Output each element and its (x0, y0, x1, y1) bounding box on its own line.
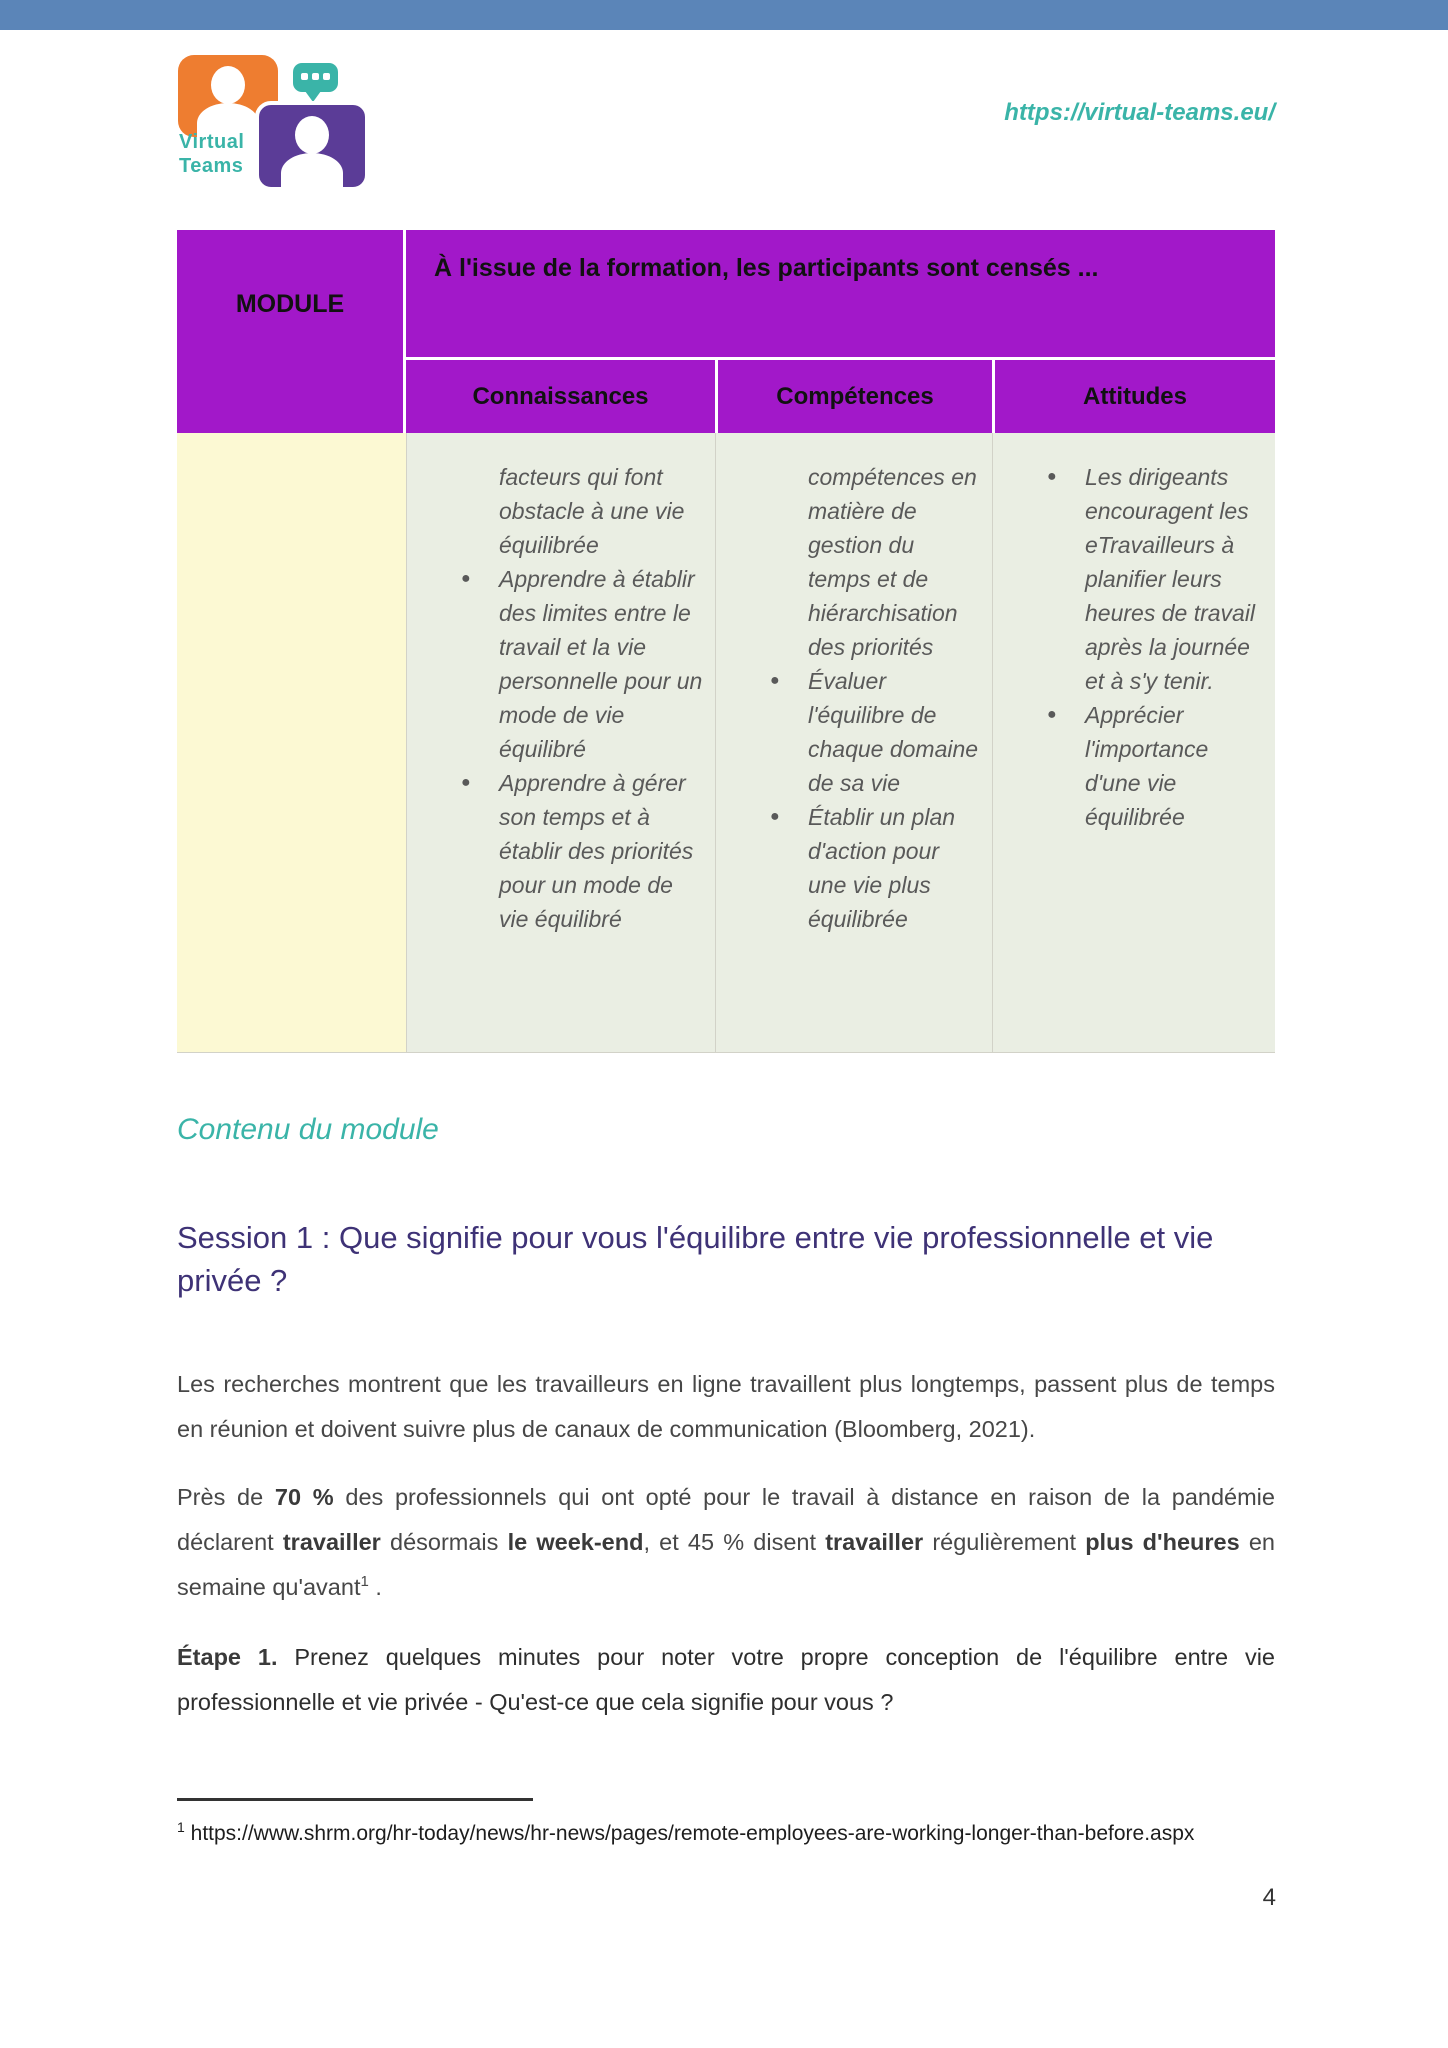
bullet-item (455, 766, 703, 936)
bullet-item-text: Évaluer l'équilibre de chaque domaine de sa vie (808, 668, 979, 796)
bullet-icon: ● (1047, 468, 1057, 485)
bullet-item (1041, 698, 1263, 834)
table-cell-connaissances (406, 433, 715, 1053)
session-1-heading: Session 1 : Que signifie pour vous l'équilibre entre vie professionnelle et vie privée ? (177, 1220, 1214, 1298)
paragraph-etape-1: Étape 1. Prenez quelques minutes pour noter votre propre conception de l'équilibre entre vie professionnelle et vie privée - Qu'est-ce que cela signifie pour vous ? (177, 1644, 1275, 1715)
footnote-divider (177, 1798, 533, 1801)
table-header-attitudes: Attitudes (992, 357, 1275, 433)
virtual-teams-logo (175, 50, 375, 185)
bullet-item (1041, 460, 1263, 698)
footnote-marker: 1 (177, 1819, 185, 1835)
bullet-item-text: compétences en matière de gestion du temps et de hiérarchisation des priorités (808, 464, 977, 660)
table-header-outcomes: À l'issue de la formation, les participants sont censés ... (406, 230, 1275, 357)
bullet-item-text: Apprécier l'importance d'une vie équilibrée (1085, 702, 1209, 830)
module-table (177, 230, 1275, 1053)
bullet-item (764, 664, 980, 800)
speech-bubble-icon (293, 63, 338, 92)
bullet-item-text: facteurs qui font obstacle à une vie équilibrée (499, 464, 685, 558)
table-header-competences: Compétences (715, 357, 992, 433)
table-header-module: MODULE (177, 230, 406, 433)
table-cell-module-empty (177, 433, 406, 1053)
bullet-item (764, 800, 980, 936)
paragraph-research: Les recherches montrent que les travailleurs en ligne travaillent plus longtemps, passent plus de temps en réunion et doivent suivre plus de canaux de communication (Bloomberg, 2021). (177, 1371, 1275, 1442)
bullet-icon: ● (461, 774, 471, 791)
logo-word-virtual: Virtual (179, 131, 245, 153)
table-cell-competences (715, 433, 992, 1053)
bullet-item-text: Les dirigeants encouragent les eTravailleurs à planifier leurs heures de travail après la journée et à s'y tenir. (1085, 464, 1256, 694)
top-accent-bar (0, 0, 1448, 30)
bullet-spacer (455, 460, 499, 562)
site-url-link[interactable]: https://virtual-teams.eu/ (1004, 99, 1275, 126)
logo-word-teams: Teams (179, 155, 244, 177)
bullet-item (764, 460, 980, 664)
footnote (177, 1818, 1275, 1850)
bullet-icon: ● (770, 672, 780, 689)
bullet-item-text: Établir un plan d'action pour une vie plus équilibrée (808, 804, 956, 932)
logo-wordmark (179, 130, 244, 178)
person-body-icon (281, 153, 343, 191)
page-number: 4 (1262, 1884, 1276, 1911)
section-heading-contenu: Contenu du module (177, 1113, 439, 1146)
bullet-item (455, 460, 703, 562)
bullet-item-text: Apprendre à établir des limites entre le travail et la vie personnelle pour un mode de vie équilibré (499, 566, 703, 762)
bullet-item-text: Apprendre à gérer son temps et à établir des priorités pour un mode de vie équilibré (499, 770, 694, 932)
bullet-icon: ● (770, 808, 780, 825)
bullet-icon: ● (461, 570, 471, 587)
bullet-item (455, 562, 703, 766)
footnote-url-link[interactable]: https://www.shrm.org/hr-today/news/hr-news/pages/remote-employees-are-working-longer-than-before.aspx (190, 1822, 1195, 1845)
person-head-icon (295, 116, 329, 154)
logo-purple-person-icon (255, 101, 369, 191)
person-head-icon (211, 66, 245, 104)
table-header-connaissances: Connaissances (406, 357, 715, 433)
paragraph-statistics: Près de 70 % des professionnels qui ont opté pour le travail à distance en raison de la pandémie déclarent travailler désormais le week-end, et 45 % disent travailler régulièrement plus d'heures en semaine qu'avant$^1$ . (177, 1484, 1275, 1600)
bullet-spacer (764, 460, 808, 664)
bullet-icon: ● (1047, 706, 1057, 723)
table-cell-attitudes (992, 433, 1275, 1053)
